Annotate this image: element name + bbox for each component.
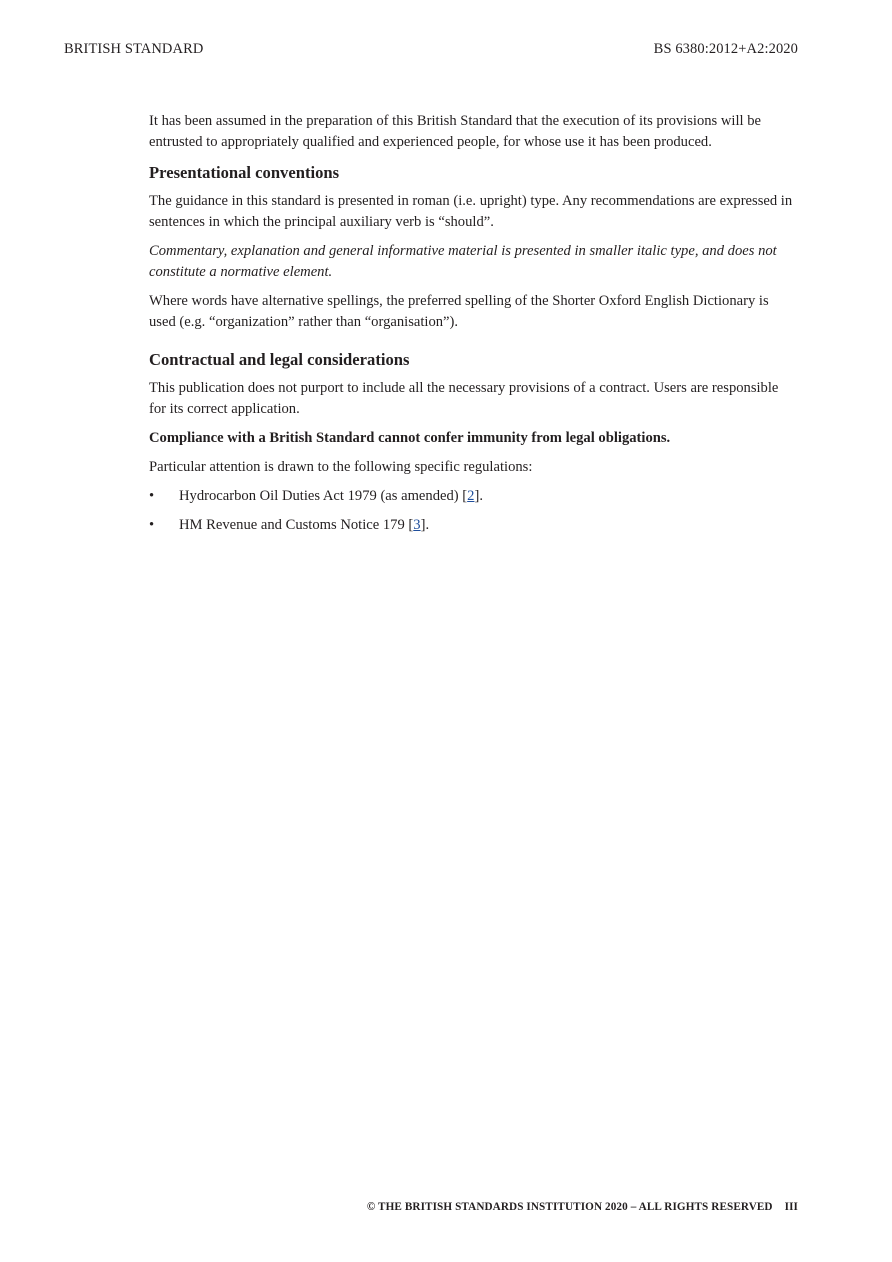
contractual-paragraph-1: This publication does not purport to include all the necessary provisions of a contract. Users are responsible for its correct application. [149,380,779,417]
regulation-text-end: ]. [474,488,483,504]
contractual-legal-heading: Contractual and legal considerations [149,350,410,369]
presentational-paragraph-2: Commentary, explanation and general informative material is presented in smaller italic type, and does not constitute a normative element. [149,243,777,280]
reference-link-3[interactable]: 3 [413,517,421,533]
regulation-text-end: ]. [420,517,430,533]
regulation-text: HM Revenue and Customs Notice 179 [ [179,517,414,533]
header-standard-number: BS 6380:2012+A2:2020 [653,41,798,57]
page-footer [300,1201,798,1213]
page-number: III [784,1201,798,1213]
presentational-paragraph-1: The guidance in this standard is presented in roman (i.e. upright) type. Any recommendations are expressed in sentences in which the principal auxiliary verb is “should”. [149,193,793,230]
header-left: BRITISH STANDARD [64,41,204,57]
page-header [64,41,798,58]
regulation-text: Hydrocarbon Oil Duties Act 1979 (as amended) [ [179,488,468,504]
intro-paragraph: It has been assumed in the preparation of this British Standard that the execution of its provisions will be entrusted to appropriately qualified and experienced people, for whose use it has been produced. [149,113,762,150]
list-item [149,515,797,536]
page-content [149,111,797,544]
regulations-list [149,486,797,536]
reference-link-2[interactable]: 2 [467,488,475,504]
list-item [149,486,797,507]
presentational-conventions-heading: Presentational conventions [149,163,340,182]
compliance-statement: Compliance with a British Standard cannot confer immunity from legal obligations. [149,430,671,446]
copyright-notice: © THE BRITISH STANDARDS INSTITUTION 2020 – ALL RIGHTS RESERVED [366,1201,773,1213]
bullet-marker: • [149,488,155,504]
contractual-paragraph-3: Particular attention is drawn to the following specific regulations: [149,459,533,475]
presentational-paragraph-3: Where words have alternative spellings, the preferred spelling of the Shorter Oxford English Dictionary is used (e.g. “organization” rather than “organisation”). [149,293,769,330]
bullet-marker: • [149,517,155,533]
